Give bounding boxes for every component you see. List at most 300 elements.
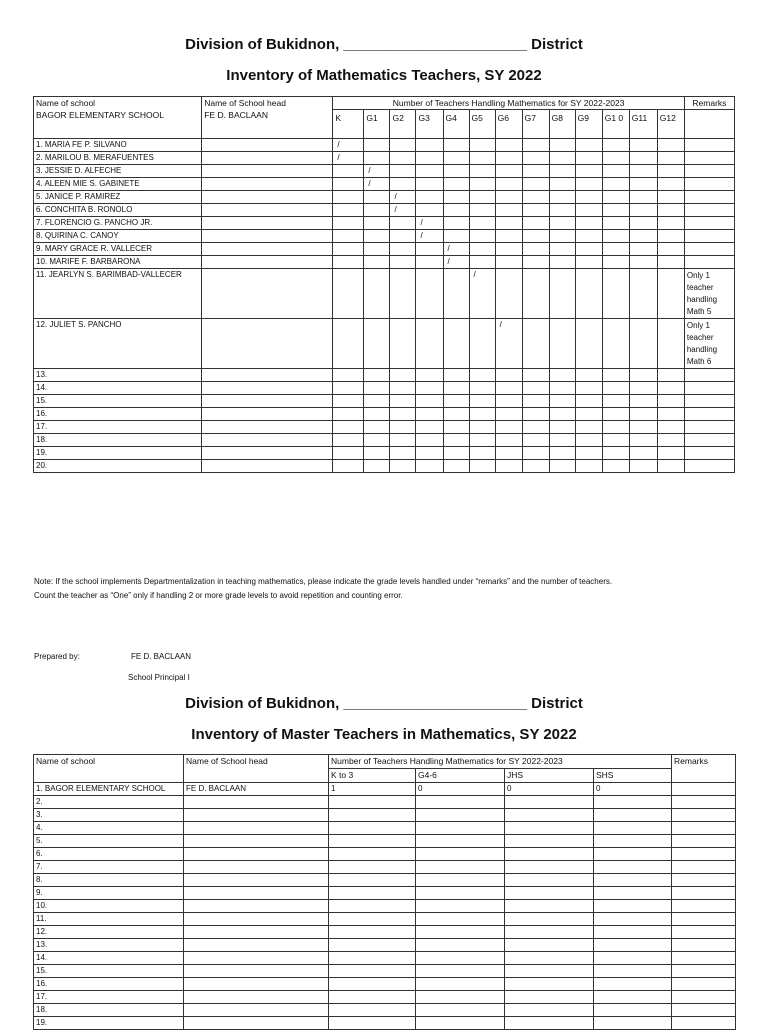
grade-cell [549,152,575,165]
mt-remarks-cell [672,926,736,939]
grade-cell [522,460,549,473]
head-cell [202,395,333,408]
school-header-label: Name of school [36,98,96,108]
grade-cell [657,369,684,382]
mt-head-cell [184,848,329,861]
grade-cell [364,204,390,217]
form2-title-inventory: Inventory of Master Teachers in Mathematics, SY 2022 [191,726,577,743]
grade-cell [549,369,575,382]
mt-remarks-header: Remarks [672,755,736,783]
grade-cell [495,178,522,191]
grade-cell [390,217,416,230]
grade-cell [549,319,575,369]
grade-cell [416,447,443,460]
grade-cell [333,460,364,473]
grade-cell [629,460,657,473]
grade-cell [549,421,575,434]
check-mark: / [495,319,522,369]
mt-remarks-cell [672,809,736,822]
grade-cell [657,319,684,369]
grade-cell [333,191,364,204]
mt-count-cell [594,1004,672,1017]
mt-count-cell: 1 [329,783,416,796]
grade-cell [549,217,575,230]
grade-cell [364,369,390,382]
check-mark: / [416,217,443,230]
grade-cell [657,204,684,217]
grade-cell [416,256,443,269]
grade-cell [629,152,657,165]
remarks-cell [684,434,734,447]
check-mark: / [443,256,469,269]
grade-cell [602,382,629,395]
grade-cell [657,460,684,473]
mt-count-cell [416,887,505,900]
grade-cell [549,382,575,395]
grade-cell [416,165,443,178]
grade-cell [443,369,469,382]
table-row [34,1017,736,1030]
grade-cell [390,382,416,395]
grade-cell [443,204,469,217]
grade-cell [390,447,416,460]
teacher-name: 20. [34,460,202,473]
table-row [34,965,736,978]
table-row [34,848,736,861]
grade-cell [416,204,443,217]
table-row [34,952,736,965]
mt-remarks-cell [672,952,736,965]
head-header-cell [202,97,333,139]
table-row [34,913,736,926]
grade-header-11: G11 [629,110,657,139]
grade-cell [522,319,549,369]
grade-cell [495,204,522,217]
table-row [34,243,735,256]
grade-cell [522,217,549,230]
grade-cell [333,217,364,230]
mt-remarks-cell [672,965,736,978]
grade-cell [416,395,443,408]
mt-head-cell [184,835,329,848]
form2-title-division: Division of Bukidnon, ______________________ District [185,695,583,712]
grade-cell [522,408,549,421]
mt-count-cell [505,796,594,809]
table-row [34,434,735,447]
mt-count-cell [505,848,594,861]
grade-cell [333,447,364,460]
grade-cell [416,191,443,204]
grade-cell [416,408,443,421]
mt-count-cell [329,1004,416,1017]
grade-cell [575,204,602,217]
grade-cell [629,178,657,191]
grade-cell [575,256,602,269]
mt-head-cell [184,861,329,874]
grade-cell [629,269,657,319]
grade-cell [495,243,522,256]
teacher-name: 12. JULIET S. PANCHO [34,319,202,369]
grade-cell [443,217,469,230]
table-row [34,861,736,874]
mt-count-cell [416,861,505,874]
table-row [34,460,735,473]
head-cell [202,319,333,369]
grade-cell [549,230,575,243]
grade-cell [495,395,522,408]
grade-cell [333,421,364,434]
grade-cell [495,191,522,204]
grade-cell [333,230,364,243]
teacher-name: 3. JESSIE D. ALFECHE [34,165,202,178]
mt-head-cell [184,887,329,900]
grade-cell [495,217,522,230]
grade-cell [469,319,495,369]
grade-cell [575,230,602,243]
grade-cell [522,434,549,447]
grade-cell [390,256,416,269]
grade-cell [364,152,390,165]
grade-cell [657,230,684,243]
grade-cell [657,217,684,230]
grade-cell [364,460,390,473]
grade-cell [443,269,469,319]
head-cell [202,243,333,256]
grade-cell [390,408,416,421]
grade-cell [522,230,549,243]
head-cell [202,230,333,243]
mt-remarks-cell [672,913,736,926]
grade-cell [549,447,575,460]
grade-header-6: G6 [495,110,522,139]
mt-count-cell [594,822,672,835]
level-header-1: G4-6 [416,769,505,783]
grade-header-12: G12 [657,110,684,139]
table-row [34,874,736,887]
mt-remarks-cell [672,900,736,913]
grade-cell [575,165,602,178]
grade-cell [469,421,495,434]
mt-school-cell: 9. [34,887,184,900]
mt-count-cell [416,978,505,991]
mt-remarks-cell [672,822,736,835]
grade-cell [657,243,684,256]
form1-title-division: Division of Bukidnon, ______________________ District [185,36,583,53]
mt-count-cell [329,978,416,991]
grade-cell [495,382,522,395]
grade-header-0: K [333,110,364,139]
mt-count-cell [329,822,416,835]
grade-cell [469,460,495,473]
mt-count-cell [594,835,672,848]
grade-cell [443,319,469,369]
head-cell [202,191,333,204]
mt-count-cell [505,991,594,1004]
mt-school-cell: 5. [34,835,184,848]
grade-cell [549,178,575,191]
grade-cell [495,369,522,382]
grade-cell [629,243,657,256]
mt-count-cell: 0 [505,783,594,796]
grade-cell [602,165,629,178]
check-mark: / [443,243,469,256]
grade-cell [602,230,629,243]
mt-count-cell [594,809,672,822]
grade-cell [522,382,549,395]
mt-remarks-cell [672,783,736,796]
mt-count-cell [594,1017,672,1030]
mt-remarks-cell [672,1004,736,1017]
grade-cell [575,319,602,369]
grade-cell [495,256,522,269]
head-cell [202,408,333,421]
check-mark: / [390,204,416,217]
remarks-header: Remarks [684,97,734,110]
prepared-position: School Principal I [128,673,190,682]
head-cell [202,178,333,191]
mt-count-cell [505,822,594,835]
grade-cell [333,269,364,319]
mt-count-cell [594,939,672,952]
grade-cell [495,434,522,447]
form1-title-inventory: Inventory of Mathematics Teachers, SY 2022 [226,67,542,84]
grade-cell [390,230,416,243]
grade-cell [364,217,390,230]
mt-school-cell: 11. [34,913,184,926]
mt-head-cell [184,926,329,939]
grade-cell [602,243,629,256]
grade-cell [575,408,602,421]
grade-cell [657,152,684,165]
grade-cell [416,382,443,395]
mt-count-cell [505,913,594,926]
grade-cell [575,269,602,319]
grade-cell [602,421,629,434]
remarks-cell [684,460,734,473]
grade-cell [549,395,575,408]
grade-cell [602,191,629,204]
grade-cell [522,178,549,191]
grade-cell [575,139,602,152]
grade-cell [469,256,495,269]
mt-school-cell: 8. [34,874,184,887]
mt-school-cell: 12. [34,926,184,939]
grade-cell [629,382,657,395]
grade-header-9: G9 [575,110,602,139]
grade-cell [469,152,495,165]
grade-cell [469,178,495,191]
remarks-cell [684,204,734,217]
mt-count-cell [329,809,416,822]
mt-count-cell [505,926,594,939]
grade-cell [522,204,549,217]
grade-cell [522,139,549,152]
mt-head-header: Name of School head [184,755,329,783]
grade-cell [575,191,602,204]
grade-cell [522,256,549,269]
grade-cell [390,369,416,382]
grade-cell [549,460,575,473]
teacher-name: 8. QUIRINA C. CANOY [34,230,202,243]
grade-cell [575,217,602,230]
grade-cell [575,434,602,447]
mt-count-cell [505,900,594,913]
mt-count-cell [416,939,505,952]
mt-remarks-cell [672,939,736,952]
grade-cell [629,230,657,243]
grade-cell [495,447,522,460]
grade-cell [575,421,602,434]
grade-cell [657,382,684,395]
grade-cell [333,204,364,217]
table-row [34,408,735,421]
mt-head-cell [184,965,329,978]
mt-remarks-cell [672,796,736,809]
grade-cell [629,165,657,178]
grade-cell [549,256,575,269]
check-mark: / [364,178,390,191]
head-cell [202,139,333,152]
mt-remarks-cell [672,887,736,900]
grade-cell [575,243,602,256]
grade-header-7: G7 [522,110,549,139]
grade-cell [364,421,390,434]
teacher-name: 2. MARILOU B. MERAFUENTES [34,152,202,165]
grade-cell [364,319,390,369]
grade-cell [443,447,469,460]
mt-count-cell [505,887,594,900]
table-row [34,178,735,191]
head-cell [202,269,333,319]
remarks-cell [684,256,734,269]
prepared-name: FE D. BACLAAN [131,652,192,661]
grade-cell [364,243,390,256]
master-teachers-table [33,754,736,1030]
table-row [34,809,736,822]
table-row [34,926,736,939]
remarks-cell [684,243,734,256]
grade-cell [416,319,443,369]
mt-school-cell: 1. BAGOR ELEMENTARY SCHOOL [34,783,184,796]
grade-cell [333,243,364,256]
grade-cell [657,434,684,447]
grade-cell [602,460,629,473]
grade-cell [416,139,443,152]
grade-cell [443,434,469,447]
grade-cell [495,230,522,243]
grade-cell [443,230,469,243]
mt-count-cell [416,822,505,835]
mt-count-cell [594,861,672,874]
grade-cell [629,319,657,369]
head-cell [202,421,333,434]
mt-count-cell: 0 [594,783,672,796]
mt-school-cell: 10. [34,900,184,913]
check-mark: / [390,191,416,204]
grade-cell [495,269,522,319]
mt-count-cell [505,952,594,965]
mt-count-cell [594,887,672,900]
grade-cell [364,139,390,152]
head-cell [202,434,333,447]
remarks-cell [684,139,734,152]
mt-school-cell: 3. [34,809,184,822]
mt-count-cell [416,952,505,965]
grade-cell [549,165,575,178]
grade-cell [333,408,364,421]
mt-school-cell: 7. [34,861,184,874]
mt-count-cell [594,874,672,887]
grade-cell [657,191,684,204]
level-header-3: SHS [594,769,672,783]
grade-cell [629,447,657,460]
head-cell [202,165,333,178]
note-text [34,575,754,603]
grade-cell [469,395,495,408]
mt-head-cell [184,1004,329,1017]
grade-cell [629,408,657,421]
teacher-name: 16. [34,408,202,421]
table-row [34,900,736,913]
grade-cell [416,178,443,191]
check-mark: / [364,165,390,178]
grade-cell [443,421,469,434]
table-row [34,978,736,991]
mt-school-cell: 6. [34,848,184,861]
grade-cell [522,269,549,319]
mt-count-cell [416,796,505,809]
mt-school-cell: 14. [34,952,184,965]
grade-cell [602,217,629,230]
grade-cell [602,139,629,152]
grade-cell [602,395,629,408]
grade-cell [575,369,602,382]
teacher-name: 18. [34,434,202,447]
table-row [34,1004,736,1017]
mt-count-cell [416,874,505,887]
table-row [34,822,736,835]
grade-cell [522,421,549,434]
table-row [34,421,735,434]
remarks-cell [684,191,734,204]
mt-head-cell [184,978,329,991]
grade-cell [416,421,443,434]
mt-head-cell [184,822,329,835]
grade-cell [333,178,364,191]
grade-cell [364,395,390,408]
remarks-cell [684,421,734,434]
mt-count-cell [505,965,594,978]
grade-cell [443,460,469,473]
remarks-cell: Only 1 teacher handling Math 6 [684,319,734,369]
mt-school-cell: 13. [34,939,184,952]
teacher-name: 5. JANICE P. RAMIREZ [34,191,202,204]
grade-cell [575,152,602,165]
table-row [34,152,735,165]
grade-cell [333,395,364,408]
grade-cell [364,434,390,447]
grade-cell [495,165,522,178]
grade-cell [629,256,657,269]
mt-count-cell [329,848,416,861]
mt-school-header: Name of school [34,755,184,783]
table-row [34,369,735,382]
mt-school-cell: 2. [34,796,184,809]
grade-cell [469,139,495,152]
grade-cell [364,256,390,269]
mt-remarks-cell [672,848,736,861]
mt-count-cell [329,965,416,978]
